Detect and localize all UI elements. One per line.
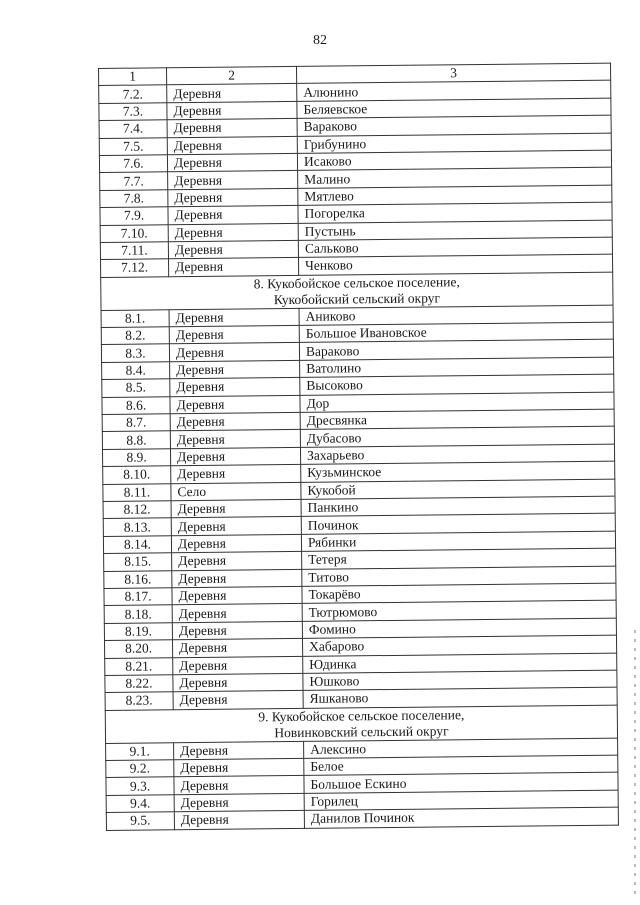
settlement-type-cell: Деревня: [172, 638, 302, 657]
row-number-cell: 8.13.: [103, 518, 171, 536]
row-number-cell: 7.11.: [100, 242, 168, 260]
row-number-cell: 7.9.: [100, 207, 168, 225]
row-number-cell: 8.1.: [101, 309, 169, 327]
settlement-type-cell: Деревня: [174, 741, 304, 760]
settlement-type-cell: Деревня: [171, 465, 301, 484]
settlement-type-cell: Деревня: [172, 586, 302, 605]
settlement-name-cell: Ченково: [298, 254, 612, 275]
row-number-cell: 8.18.: [104, 605, 172, 623]
row-number-cell: 9.1.: [106, 742, 174, 760]
settlement-name-cell: Алексино: [304, 738, 618, 759]
settlement-name-cell: Дресвянка: [300, 409, 614, 430]
settlement-name-cell: Высоково: [300, 374, 614, 395]
row-number-cell: 8.3.: [101, 344, 169, 362]
row-number-cell: 8.9.: [102, 449, 170, 467]
row-number-cell: 9.2.: [106, 760, 174, 778]
row-number-cell: 7.8.: [100, 190, 168, 208]
row-number-cell: 8.20.: [104, 640, 172, 658]
row-number-cell: 8.15.: [104, 553, 172, 571]
settlement-name-cell: Кукобой: [301, 479, 615, 500]
settlement-name-cell: Кузьминское: [301, 461, 615, 482]
settlement-name-cell: Вараково: [299, 340, 613, 361]
settlement-name-cell: Дубасово: [300, 427, 614, 448]
settlement-name-cell: Хабарово: [302, 635, 616, 656]
settlement-name-cell: Вараково: [297, 115, 611, 136]
settlement-type-cell: Деревня: [174, 776, 304, 795]
row-number-cell: 8.2.: [101, 327, 169, 345]
row-number-cell: 8.23.: [105, 692, 173, 710]
row-number-cell: 8.21.: [105, 657, 173, 675]
header-cell-1: 1: [99, 68, 167, 86]
settlement-name-cell: Титово: [302, 566, 616, 587]
row-number-cell: 7.6.: [99, 155, 167, 173]
settlement-type-cell: Деревня: [174, 758, 304, 777]
settlement-type-cell: Деревня: [169, 325, 299, 344]
settlement-type-cell: Деревня: [167, 119, 297, 138]
settlement-name-cell: Тютрюмово: [302, 600, 616, 621]
settlement-name-cell: Грибунино: [297, 133, 611, 154]
settlement-name-cell: Белое: [304, 755, 618, 776]
settlement-type-cell: Деревня: [169, 308, 299, 327]
settlement-name-cell: Аниково: [299, 305, 613, 326]
settlement-name-cell: Токарёво: [302, 583, 616, 604]
row-number-cell: 9.5.: [106, 812, 174, 830]
settlement-type-cell: Деревня: [174, 811, 304, 830]
settlement-type-cell: Деревня: [172, 604, 302, 623]
settlement-type-cell: Деревня: [167, 101, 297, 120]
row-number-cell: 8.16.: [104, 570, 172, 588]
row-number-cell: 9.4.: [106, 795, 174, 813]
settlement-name-cell: Захарьево: [300, 444, 614, 465]
row-number-cell: 8.17.: [104, 588, 172, 606]
settlement-name-cell: Пустынь: [298, 220, 612, 241]
settlement-type-cell: Деревня: [169, 258, 299, 277]
settlement-name-cell: Фомино: [302, 618, 616, 639]
settlement-type-cell: Деревня: [168, 240, 298, 259]
settlement-type-cell: Деревня: [171, 517, 301, 536]
settlement-type-cell: Село: [171, 482, 301, 501]
settlement-type-cell: Деревня: [174, 793, 304, 812]
row-number-cell: 9.3.: [106, 777, 174, 795]
settlement-name-cell: Алюнино: [297, 81, 611, 102]
row-number-cell: 7.2.: [99, 85, 167, 103]
settlement-type-cell: Деревня: [167, 136, 297, 155]
settlement-name-cell: Горилец: [304, 790, 618, 811]
row-number-cell: 8.14.: [103, 536, 171, 554]
settlement-type-cell: Деревня: [170, 430, 300, 449]
settlement-type-cell: Деревня: [172, 552, 302, 571]
settlement-type-cell: Деревня: [173, 656, 303, 675]
settlement-name-cell: Малино: [298, 167, 612, 188]
row-number-cell: 7.10.: [100, 224, 168, 242]
row-number-cell: 7.7.: [100, 172, 168, 190]
header-cell-3: 3: [296, 63, 610, 84]
section-heading: [105, 705, 617, 743]
settlement-name-cell: Юдинка: [303, 653, 617, 674]
settlement-type-cell: Деревня: [171, 534, 301, 553]
row-number-cell: 8.7.: [102, 414, 170, 432]
section-heading-line: Кукобойский сельский округ: [273, 290, 441, 307]
settlement-name-cell: Юшково: [303, 670, 617, 691]
settlement-name-cell: Панкино: [301, 496, 615, 517]
settlement-name-cell: Яшканово: [303, 687, 617, 708]
row-number-cell: 8.22.: [105, 675, 173, 693]
row-number-cell: 7.5.: [99, 137, 167, 155]
row-number-cell: 8.4.: [102, 362, 170, 380]
settlement-type-cell: Деревня: [169, 343, 299, 362]
row-number-cell: 8.11.: [103, 483, 171, 501]
section-heading-line: 9. Кукобойское сельское поселение,: [258, 706, 465, 725]
settlement-type-cell: Деревня: [173, 673, 303, 692]
section-heading-line: 8. Кукобойское сельское поселение,: [253, 273, 460, 292]
row-number-cell: 7.3.: [99, 103, 167, 121]
section-heading-row: [101, 272, 613, 310]
settlement-type-cell: Деревня: [168, 223, 298, 242]
section-heading-row: [105, 705, 617, 743]
settlement-type-cell: Деревня: [170, 378, 300, 397]
header-cell-2: 2: [167, 66, 297, 85]
settlement-name-cell: Рябинки: [301, 531, 615, 552]
settlement-type-cell: Деревня: [168, 206, 298, 225]
settlement-name-cell: Исаково: [297, 150, 611, 171]
settlement-type-cell: Деревня: [170, 395, 300, 414]
settlement-type-cell: Деревня: [168, 171, 298, 190]
settlement-name-cell: Беляевское: [297, 98, 611, 119]
settlement-name-cell: Большое Ивановское: [299, 322, 613, 343]
row-number-cell: 7.4.: [99, 120, 167, 138]
settlement-type-cell: Деревня: [173, 691, 303, 710]
settlement-table-body: [99, 63, 619, 830]
settlement-type-cell: Деревня: [167, 84, 297, 103]
settlement-type-cell: Деревня: [172, 569, 302, 588]
settlement-type-cell: Деревня: [172, 621, 302, 640]
settlement-type-cell: Деревня: [170, 360, 300, 379]
settlement-name-cell: Данилов Починок: [304, 807, 618, 828]
settlement-table: [98, 63, 619, 831]
page-number: 82: [313, 33, 327, 48]
row-number-cell: 7.12.: [101, 259, 169, 277]
settlement-name-cell: Дор: [300, 392, 614, 413]
settlement-name-cell: Большое Ескино: [304, 773, 618, 794]
row-number-cell: 8.6.: [102, 396, 170, 414]
settlement-name-cell: Погорелка: [298, 202, 612, 223]
settlement-type-cell: Деревня: [167, 153, 297, 172]
section-heading: [101, 272, 613, 310]
settlement-name-cell: Сальково: [298, 237, 612, 258]
settlement-type-cell: Деревня: [168, 188, 298, 207]
settlement-name-cell: Мятлево: [298, 185, 612, 206]
scan-edge-marks: [634, 630, 636, 900]
row-number-cell: 8.8.: [102, 431, 170, 449]
settlement-name-cell: Тетеря: [302, 548, 616, 569]
settlement-name-cell: Починок: [301, 513, 615, 534]
settlement-type-cell: Деревня: [171, 499, 301, 518]
settlement-type-cell: Деревня: [170, 447, 300, 466]
row-number-cell: 8.10.: [103, 466, 171, 484]
settlement-name-cell: Ватолино: [300, 357, 614, 378]
row-number-cell: 8.12.: [103, 501, 171, 519]
section-heading-line: Новинковский сельский округ: [274, 723, 449, 740]
row-number-cell: 8.19.: [104, 622, 172, 640]
settlement-type-cell: Деревня: [170, 412, 300, 431]
row-number-cell: 8.5.: [102, 379, 170, 397]
